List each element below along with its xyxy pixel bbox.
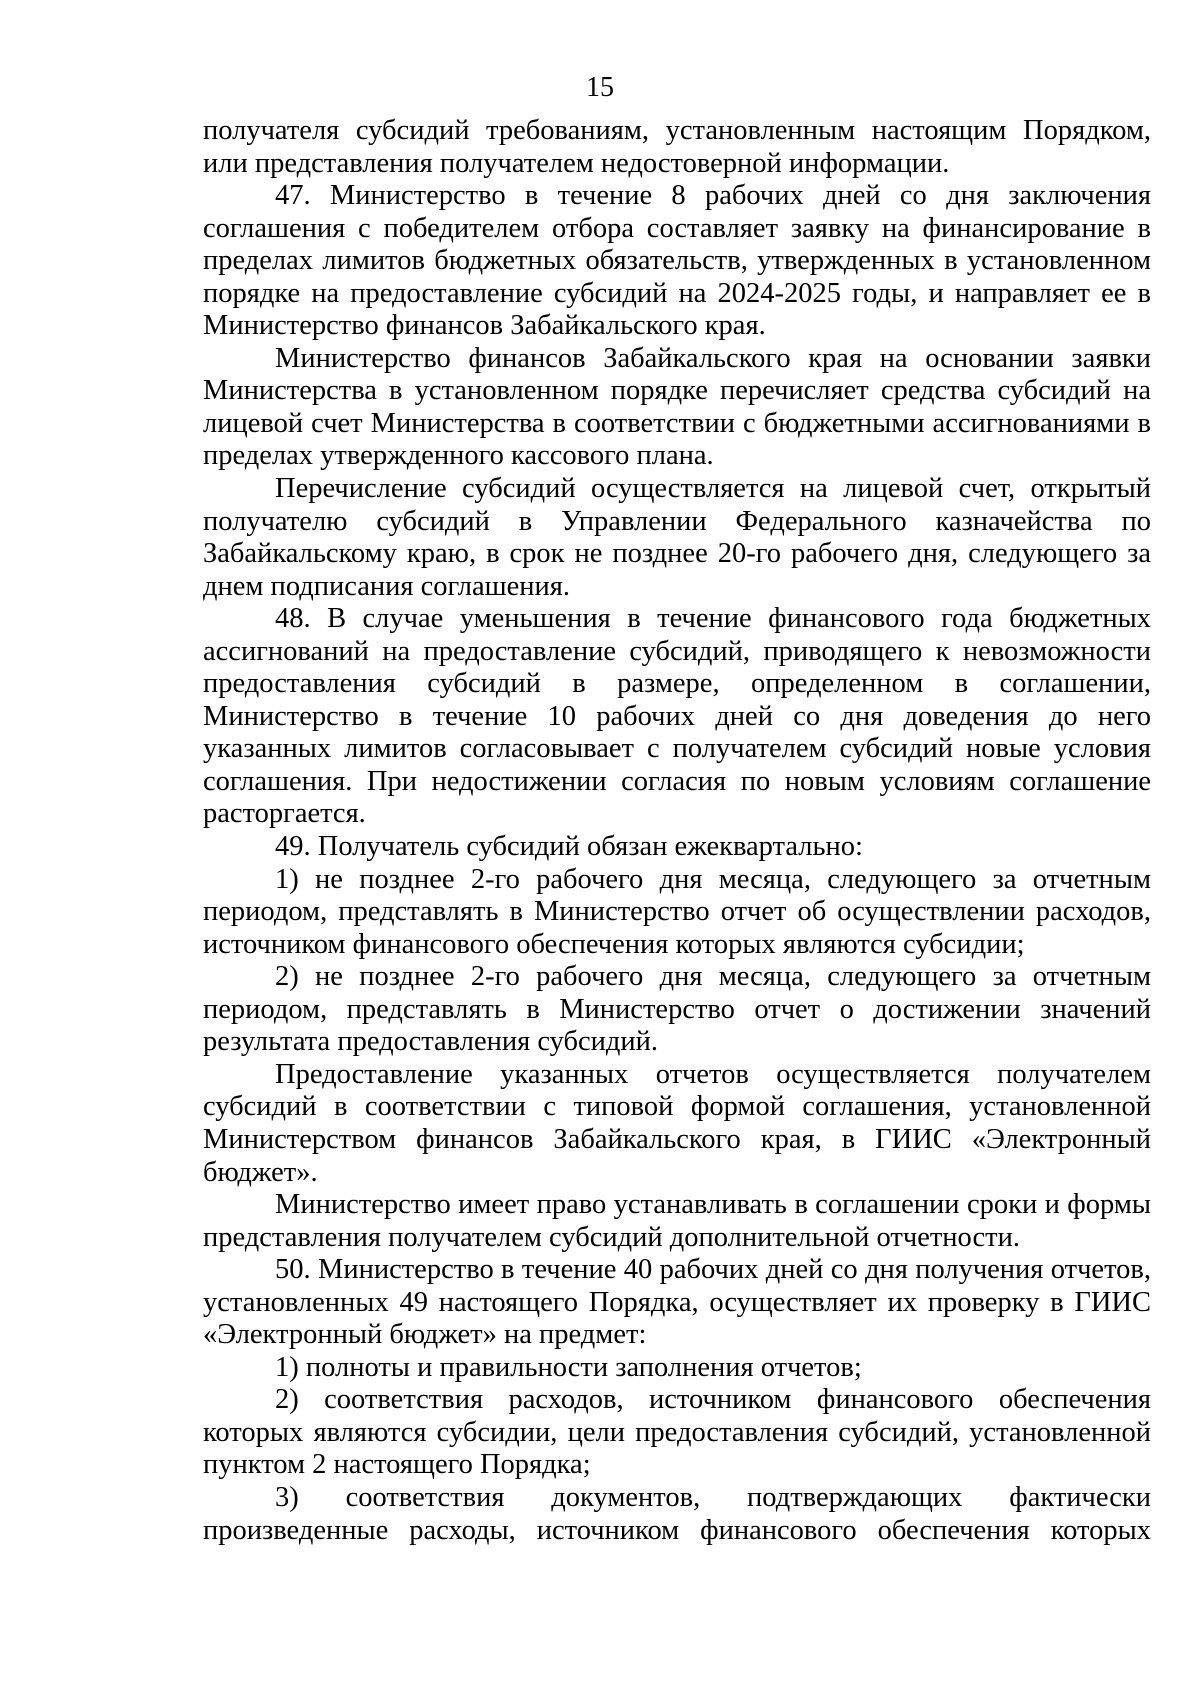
paragraph: 2) соответствия расходов, источником финансового обеспечения которых являются субсидии, цели предоставления субсидий, установленной пунктом 2 настоящего Порядка; <box>203 1384 1151 1481</box>
paragraph: Предоставление указанных отчетов осуществляется получателем субсидий в соответствии с типовой формой соглашения, установленной Министерством финансов Забайкальского края, в ГИИС «Электронный бюджет». <box>203 1058 1151 1188</box>
paragraph: Перечисление субсидий осуществляется на лицевой счет, открытый получателю субсидий в Управлении Федерального казначейства по Забайкальскому краю, в срок не позднее 20-го рабочего дня, следующего за днем подписания соглашения. <box>203 473 1151 602</box>
paragraph: получателя субсидий требованиям, установленным настоящим Порядком, или представления получателем недостоверной информации. <box>203 115 1151 179</box>
paragraph: 1) полноты и правильности заполнения отчетов; <box>275 1351 862 1383</box>
page-number: 15 <box>586 72 614 103</box>
document-body <box>203 115 1151 1547</box>
paragraph: 50. Министерство в течение 40 рабочих дней со дня получения отчетов, установленных 49 настоящего Порядка, осуществляет их проверку в ГИИС «Электронный бюджет» на предмет: <box>203 1254 1151 1351</box>
paragraph: 49. Получатель субсидий обязан ежеквартально: <box>275 831 863 863</box>
paragraph: Министерство имеет право устанавливать в соглашении сроки и формы представления получателем субсидий дополнительной отчетности. <box>203 1189 1151 1253</box>
paragraph: 48. В случае уменьшения в течение финансового года бюджетных ассигнований на предоставление субсидий, приводящего к невозможности предоставления субсидий в размере, определенном в соглашении, Министерство в течение 10 рабочих дней со дня доведения до него указанных лимитов согласовывает с получателем субсидий новые условия соглашения. При недостижении согласия по новым условиям соглашение расторгается. <box>203 603 1151 830</box>
paragraph: 47. Министерство в течение 8 рабочих дней со дня заключения соглашения с победителем отбора составляет заявку на финансирование в пределах лимитов бюджетных обязательств, утвержденных в установленном порядке на предоставление субсидий на 2024-2025 годы, и направляет ее в Министерство финансов Забайкальского края. <box>203 180 1151 342</box>
paragraph: 3) соответствия документов, подтверждающих фактически произведенные расходы, источником финансового обеспечения которых <box>203 1481 1151 1546</box>
paragraph: 2) не позднее 2-го рабочего дня месяца, следующего за отчетным периодом, представлять в Министерство отчет о достижении значений результата предоставления субсидий. <box>203 961 1151 1058</box>
paragraph: Министерство финансов Забайкальского края на основании заявки Министерства в установленном порядке перечисляет средства субсидий на лицевой счет Министерства в соответствии с бюджетными ассигнованиями в пределах утвержденного кассового плана. <box>203 342 1151 472</box>
paragraph: 1) не позднее 2-го рабочего дня месяца, следующего за отчетным периодом, представлять в Министерство отчет об осуществлении расходов, источником финансового обеспечения которых являются субсидии; <box>203 863 1151 960</box>
